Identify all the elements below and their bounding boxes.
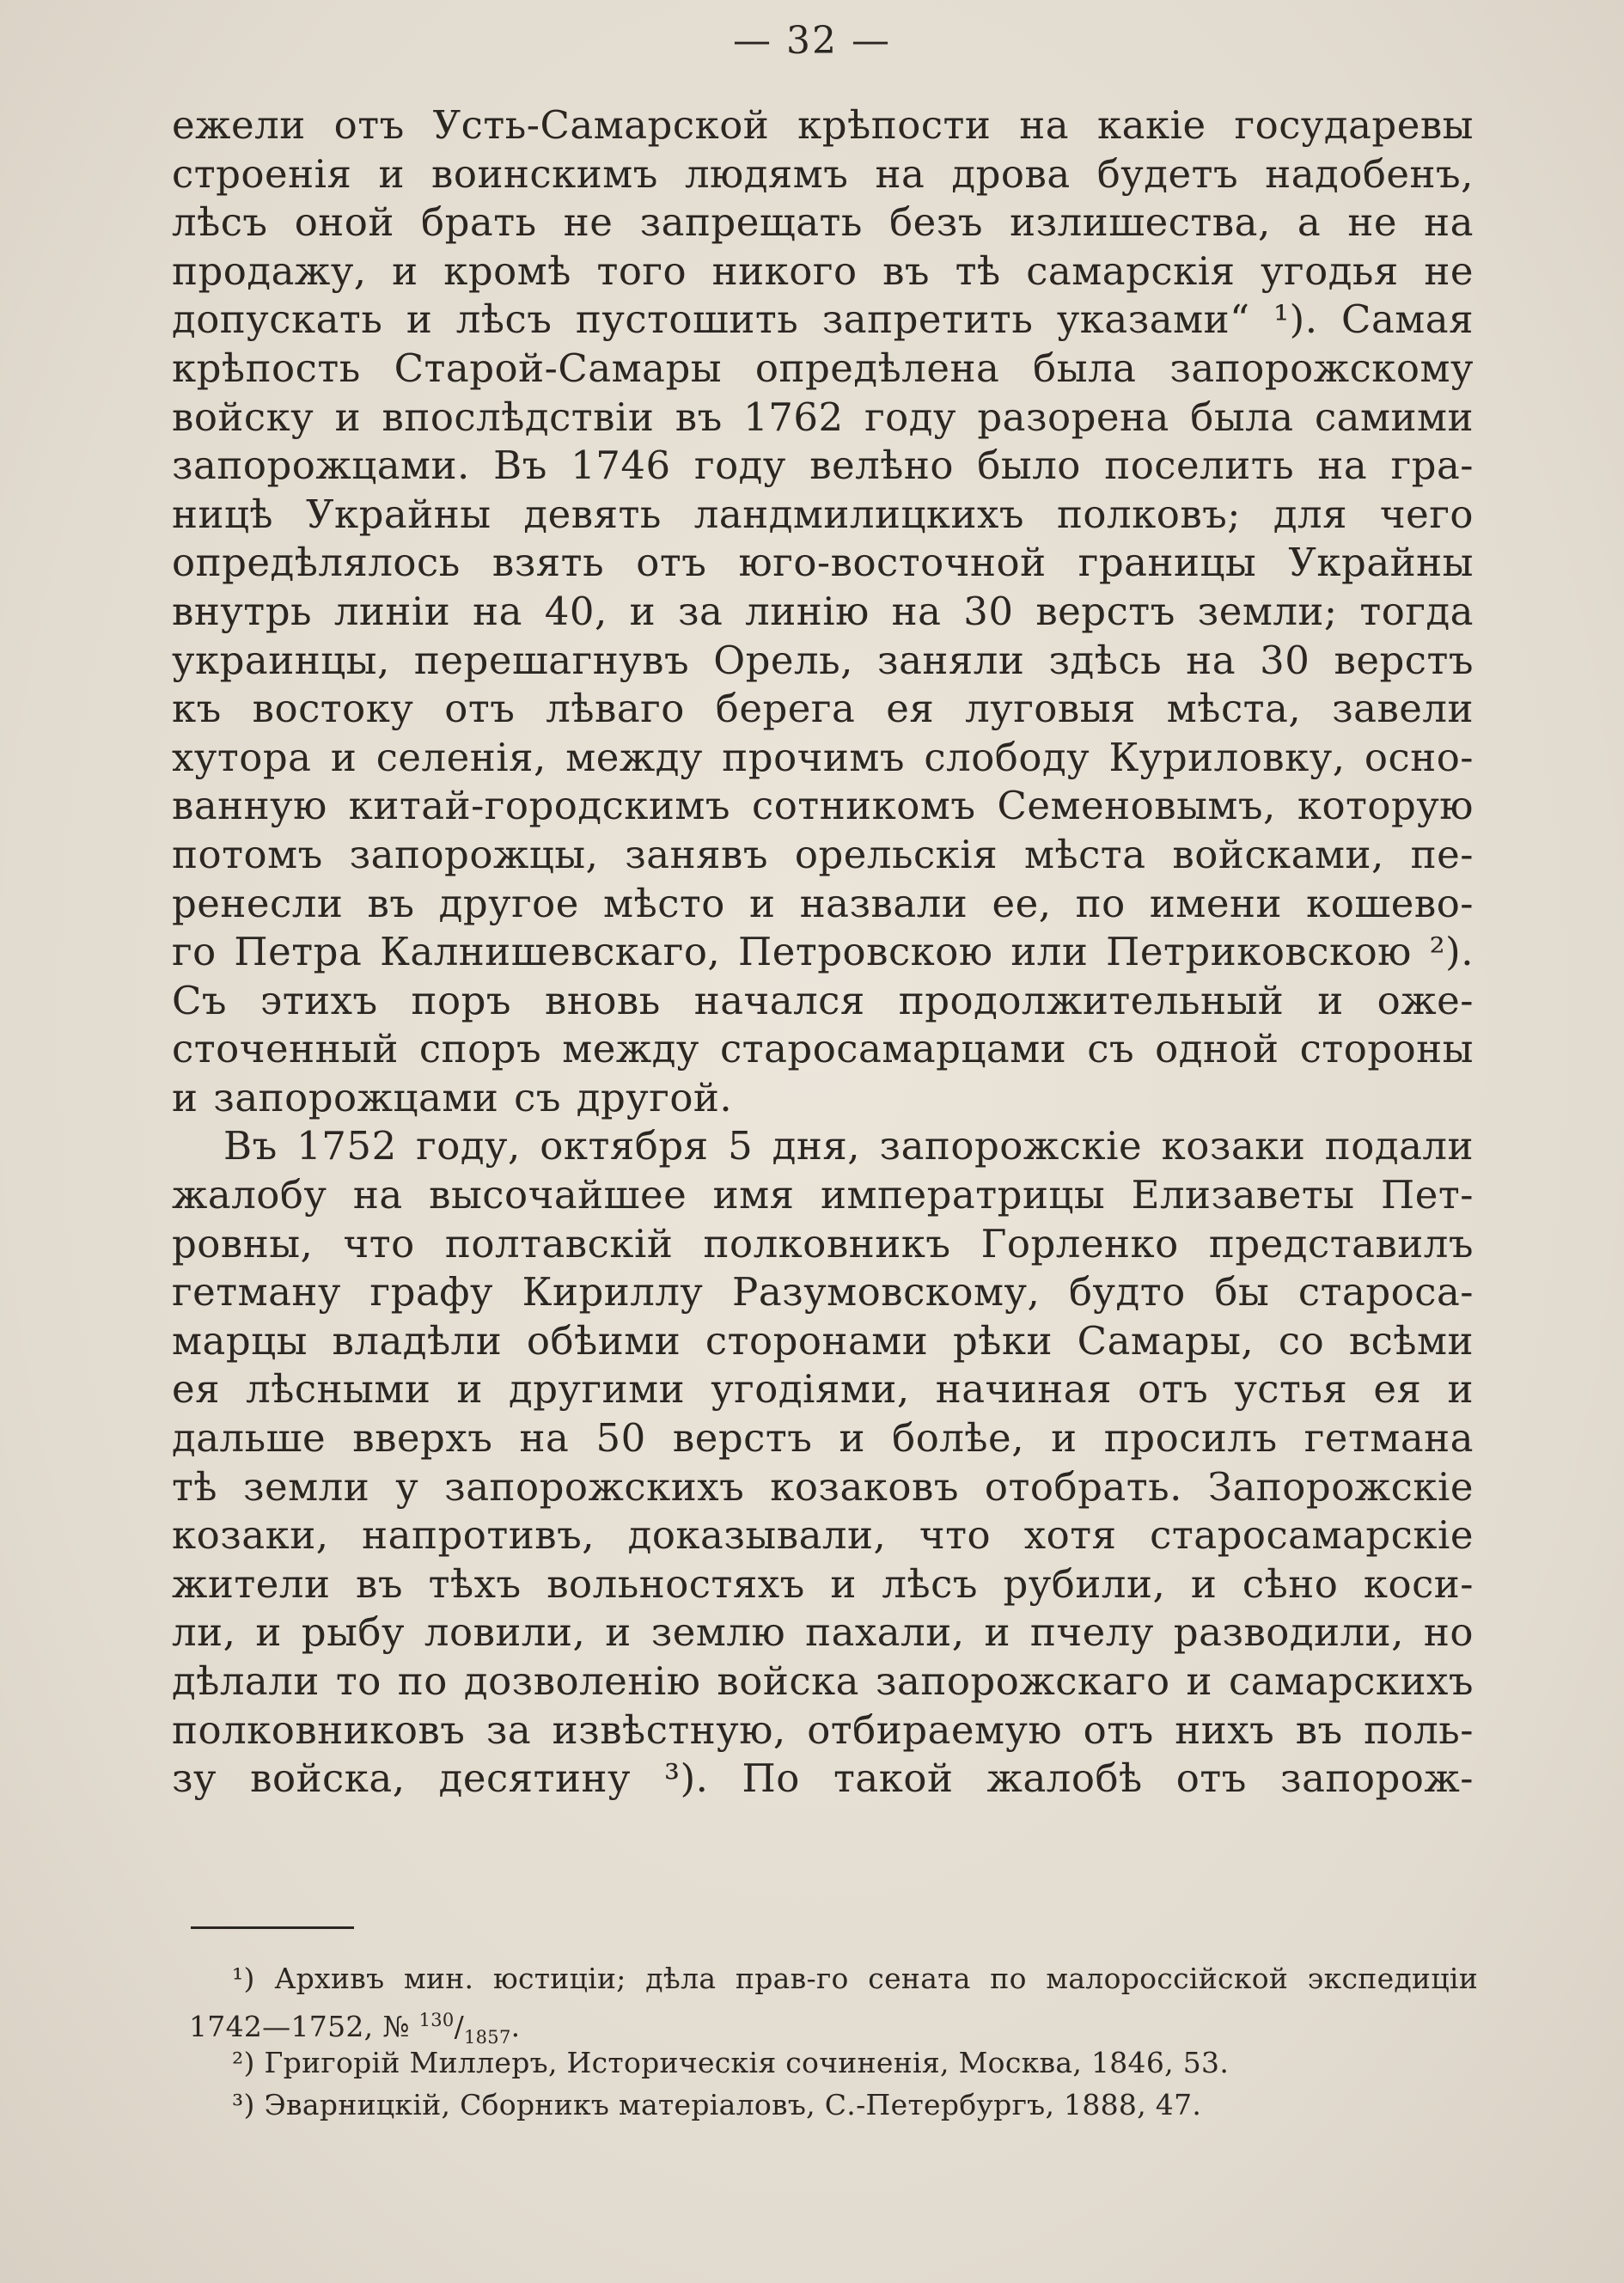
page-number: — 32 — (733, 19, 891, 63)
text-line: сточенный споръ между старосамарцами съ одной стороны (172, 1026, 1474, 1072)
footnote-1-line-1 (189, 1957, 1478, 1999)
footnotes (189, 1957, 1478, 2126)
text-line: ежели отъ Усть-Самарской крѣпости на какіе государевы (172, 102, 1474, 148)
text-line: лѣсъ оной брать не запрещать безъ излишества, а не на (172, 199, 1474, 246)
text-line: ренесли въ другое мѣсто и назвали ее, по имени кошево- (172, 880, 1474, 926)
text-line: зу войска, десятину ³). По такой жалобѣ отъ запорож- (172, 1755, 1474, 1802)
text-line: запорожцами. Въ 1746 году велѣно было поселить на гра- (172, 443, 1474, 489)
footnote-1-citation: 1742—1752, № (189, 2010, 410, 2043)
text-line: ровны, что полтавскій полковникъ Горленко представилъ (172, 1220, 1474, 1267)
text-line: хутора и селенія, между прочимъ слободу Куриловку, осно- (172, 734, 1474, 780)
text-line: ницѣ Украйны девять ландмилицкихъ полковъ; для чего (172, 491, 1474, 537)
text-line: дѣлали то по дозволенію войска запорожскаго и самарскихъ (172, 1658, 1474, 1704)
text-line: дальше вверхъ на 50 верстъ и болѣе, и просилъ гетмана (172, 1415, 1474, 1462)
text-line: гетману графу Кириллу Разумовскому, будто бы староса- (172, 1269, 1474, 1315)
case-number-denominator: 1857 (463, 2027, 511, 2048)
text-line: крѣпость Старой-Самары опредѣлена была запорожскому (172, 345, 1474, 391)
text-line: ея лѣсными и другими угодіями, начиная отъ устья ея и (172, 1366, 1474, 1413)
case-number-fraction: $^{130}/_{1857}$. (418, 2010, 521, 2048)
text-line: продажу, и кромѣ того никого въ тѣ самарскія угодья не (172, 247, 1474, 294)
text-line: и запорожцами съ другой. (172, 1074, 733, 1120)
text-line: ли, и рыбу ловили, и землю пахали, и пчелу разводили, но (172, 1609, 1474, 1656)
text-line: украинцы, перешагнувъ Орель, заняли здѣсь на 30 верстъ (172, 637, 1474, 683)
text-line: допускать и лѣсъ пустошить запретить указами“ ¹). Самая (172, 296, 1474, 343)
footnote-1-text: Архивъ мин. юстиціи; дѣла прав-го сената по малороссійской экспедиціи (274, 1962, 1478, 1995)
footnote-1-marker: ¹) (232, 1962, 255, 1995)
text-line: ванную китай-городскимъ сотникомъ Семеновымъ, которую (172, 783, 1474, 829)
text-line: Въ 1752 году, октября 5 дня, запорожскіе козаки подали (223, 1123, 1474, 1169)
text-line: тѣ земли у запорожскихъ козаковъ отобрать. Запорожскіе (172, 1463, 1474, 1510)
text-line: Съ этихъ поръ вновь начался продолжительный и оже- (172, 977, 1474, 1023)
text-line: жалобу на высочайшее имя императрицы Елизаветы Пет- (172, 1172, 1474, 1218)
text-line: опредѣлялось взять отъ юго-восточной границы Украйны (172, 540, 1474, 586)
footnote-3: ³) Эварницкій, Сборникъ матеріаловъ, С.-Петербургъ, 1888, 47. (232, 2088, 1202, 2121)
text-line: строенія и воинскимъ людямъ на дрова будетъ надобенъ, (172, 150, 1474, 197)
text-line: козаки, напротивъ, доказывали, что хотя старосамарскіе (172, 1512, 1474, 1559)
text-line: потомъ запорожцы, занявъ орельскія мѣста войсками, пе- (172, 831, 1474, 877)
text-line: войску и впослѣдствіи въ 1762 году разорена была самими (172, 394, 1474, 440)
text-line: го Петра Калнишевскаго, Петровскою или Петриковскою ²). (172, 929, 1474, 975)
text-line: внутрь линіи на 40, и за линію на 30 верстъ земли; тогда (172, 588, 1474, 634)
footnote-1-line-2 (189, 1999, 1478, 2048)
text-line: къ востоку отъ лѣваго берега ея луговыя мѣста, завели (172, 686, 1474, 732)
footnote-2: ²) Григорій Миллеръ, Историческія сочиненія, Москва, 1846, 53. (232, 2046, 1230, 2079)
text-line: жители въ тѣхъ вольностяхъ и лѣсъ рубили, и сѣно коси- (172, 1560, 1474, 1607)
footnote-divider (191, 1926, 354, 1929)
case-number-numerator: 130 (418, 2010, 455, 2030)
body-text (172, 101, 1474, 1804)
text-line: полковниковъ за извѣстную, отбираемую отъ нихъ въ поль- (172, 1706, 1474, 1753)
text-line: марцы владѣли обѣими сторонами рѣки Самары, со всѣми (172, 1317, 1474, 1364)
